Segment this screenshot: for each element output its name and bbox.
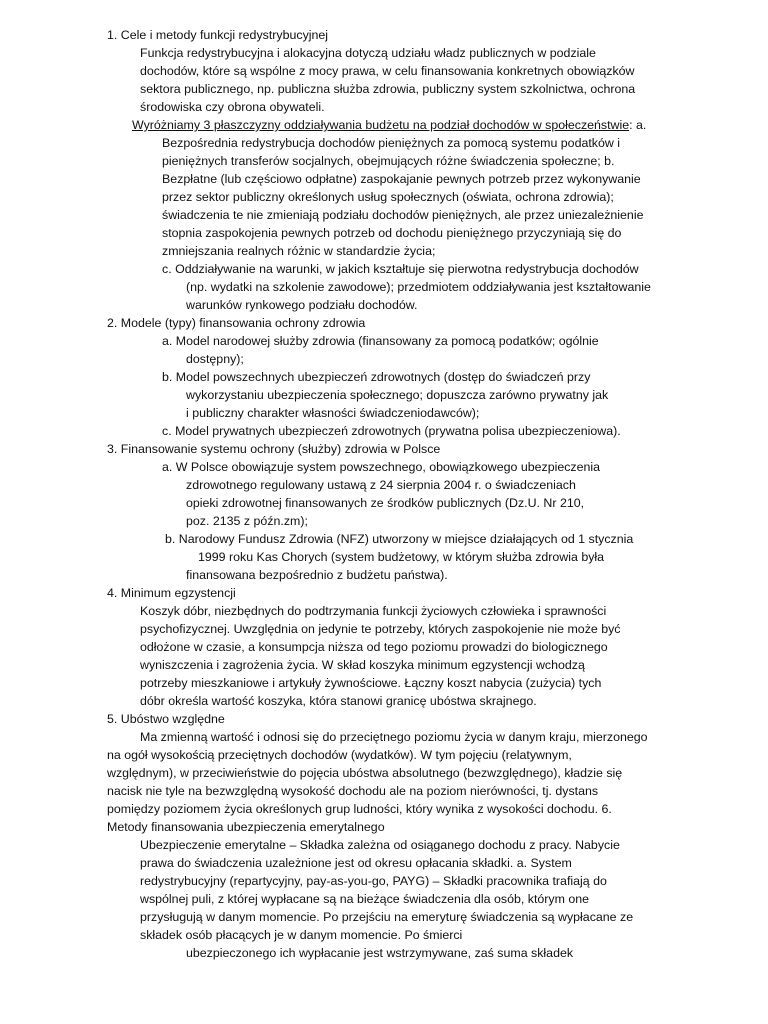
section-1-text: Funkcja redystrybucyjna i alokacyjna dotyczą udziału władz publicznych w podziale	[140, 46, 596, 60]
section-6-text: redystrybucyjny (repartycyjny, pay-as-you-go, PAYG) – Składki pracownika trafiają do	[140, 874, 607, 888]
section-1-subheading-tail: : a.	[629, 118, 647, 132]
section-1-text: przez sektor publiczny określonych usług społecznych (oświata, ochrona zdrowia);	[162, 190, 614, 204]
section-1-text: dochodów, które są wspólne z mocy prawa, w celu finansowania konkretnych obowiązków	[140, 64, 635, 78]
section-6-text: prawa do świadczenia uzależnione jest od okresu opłacania składki. a. System	[140, 856, 572, 870]
section-4-heading: 4. Minimum egzystencji	[107, 586, 236, 600]
section-6-heading: Metody finansowania ubezpieczenia emerytalnego	[107, 820, 385, 834]
section-1-subheading	[132, 116, 646, 134]
section-5-text: względnym), w przeciwieństwie do pojęcia ubóstwa absolutnego (bezwzględnego), kładzie się	[107, 766, 623, 780]
section-1-heading: 1. Cele i metody funkcji redystrybucyjnej	[107, 28, 329, 42]
section-6-text: ubezpieczonego ich wypłacanie jest wstrzymywane, zaś suma składek	[186, 946, 574, 960]
section-3-text: 1999 roku Kas Chorych (system budżetowy, w którym służba zdrowia była	[198, 550, 605, 564]
section-1-text: zmniejszania realnych różnic w standardzie życia;	[162, 244, 436, 258]
section-1-text: warunków rynkowego podziału dochodów.	[186, 298, 418, 312]
section-1-text: (np. wydatki na szkolenie zawodowe); przedmiotem oddziaływania jest kształtowanie	[186, 280, 651, 294]
section-1-text: sektora publicznego, np. publiczna służba zdrowia, publiczny system szkolnictwa, ochrona	[140, 82, 636, 96]
section-2-text: wykorzystaniu ubezpieczenia społecznego; dopuszcza zarówno prywatny jak	[186, 388, 609, 402]
section-5-text: nacisk nie tyle na bezwzględną wysokość dochodu ale na poziom nierówności, tj. dystans	[107, 784, 599, 798]
section-2-text: b. Model powszechnych ubezpieczeń zdrowotnych (dostęp do świadczeń przy	[162, 370, 591, 384]
section-3-text: b. Narodowy Fundusz Zdrowia (NFZ) utworzony w miejsce działających od 1 stycznia	[165, 532, 634, 546]
section-5-text: Ma zmienną wartość i odnosi się do przeciętnego poziomu życia w danym kraju, mierzonego	[140, 730, 648, 744]
section-4-text: wyniszczenia i zagrożenia życia. W skład koszyka minimum egzystencji wchodzą	[140, 658, 585, 672]
section-3-text: poz. 2135 z późn.zm);	[186, 514, 308, 528]
section-6-text: wspólnej puli, z której wypłacane są na bieżące świadczenia dla osób, którym one	[140, 892, 590, 906]
section-2-text: a. Model narodowej służby zdrowia (finansowany za pomocą podatków; ogólnie	[162, 334, 599, 348]
section-4-text: potrzeby mieszkaniowe i artykuły żywnościowe. Łączny koszt nabycia (zużycia) tych	[140, 676, 602, 690]
section-1-text: Bezpłatne (lub częściowo odpłatne) zaspokajanie pewnych potrzeb przez wykonywanie	[162, 172, 641, 186]
section-3-text: zdrowotnego regulowany ustawą z 24 sierpnia 2004 r. o świadczeniach	[186, 478, 576, 492]
section-5-text: na ogół wysokością przeciętnych dochodów (wydatków). W tym pojęciu (relatywnym,	[107, 748, 572, 762]
section-4-text: dóbr określa wartość koszyka, która stanowi granicę ubóstwa skrajnego.	[140, 694, 537, 708]
section-2-text: i publiczny charakter własności świadczeniodawców);	[186, 406, 480, 420]
section-4-text: odłożone w czasie, a konsumpcja niższa od tego poziomu prowadzi do biologicznego	[140, 640, 608, 654]
section-3-text: a. W Polsce obowiązuje system powszechnego, obowiązkowego ubezpieczenia	[162, 460, 601, 474]
section-5-text: pomiędzy poziomem życia określonych grup ludności, który wynika z wysokości dochodu. 6.	[107, 802, 612, 816]
section-6-text: Ubezpieczenie emerytalne – Składka zależna od osiąganego dochodu z pracy. Nabycie	[140, 838, 620, 852]
section-4-text: psychofizycznej. Uwzględnia on jedynie te potrzeby, których zaspokojenie nie może być	[140, 622, 621, 636]
section-2-text: c. Model prywatnych ubezpieczeń zdrowotnych (prywatna polisa ubezpieczeniowa).	[162, 424, 621, 438]
section-2-text: dostępny);	[186, 352, 244, 366]
section-1-text: stopnia zaspokojenia pewnych potrzeb od dochodu pieniężnego przyczyniają się do	[162, 226, 622, 240]
section-6-text: przysługują w danym momencie. Po przejściu na emeryturę świadczenia są wypłacane ze	[140, 910, 634, 924]
section-4-text: Koszyk dóbr, niezbędnych do podtrzymania funkcji życiowych człowieka i sprawności	[140, 604, 607, 618]
section-3-heading: 3. Finansowanie systemu ochrony (służby) zdrowia w Polsce	[107, 442, 441, 456]
section-1-text: Bezpośrednia redystrybucja dochodów pieniężnych za pomocą systemu podatków i	[162, 136, 621, 150]
section-2-heading: 2. Modele (typy) finansowania ochrony zdrowia	[107, 316, 366, 330]
section-3-text: opieki zdrowotnej finansowanych ze środków publicznych (Dz.U. Nr 210,	[186, 496, 585, 510]
section-1-text: środowiska czy obrona obywateli.	[140, 100, 325, 114]
section-5-heading: 5. Ubóstwo względne	[107, 712, 225, 726]
section-1-text: pieniężnych transferów socjalnych, obejmujących różne świadczenia społeczne; b.	[162, 154, 615, 168]
section-1-text: c. Oddziaływanie na warunki, w jakich kształtuje się pierwotna redystrybucja dochodów	[162, 262, 639, 276]
section-3-text: finansowana bezpośrednio z budżetu państwa).	[186, 568, 448, 582]
section-1-text: świadczenia te nie zmieniają podziału dochodów pieniężnych, ale przez uniezależnienie	[162, 208, 644, 222]
section-6-text: składek osób płacących je w danym momencie. Po śmierci	[140, 928, 463, 942]
underlined-phrase: Wyróżniamy 3 płaszczyzny oddziaływania budżetu na podział dochodów w społeczeństwie	[132, 118, 630, 132]
